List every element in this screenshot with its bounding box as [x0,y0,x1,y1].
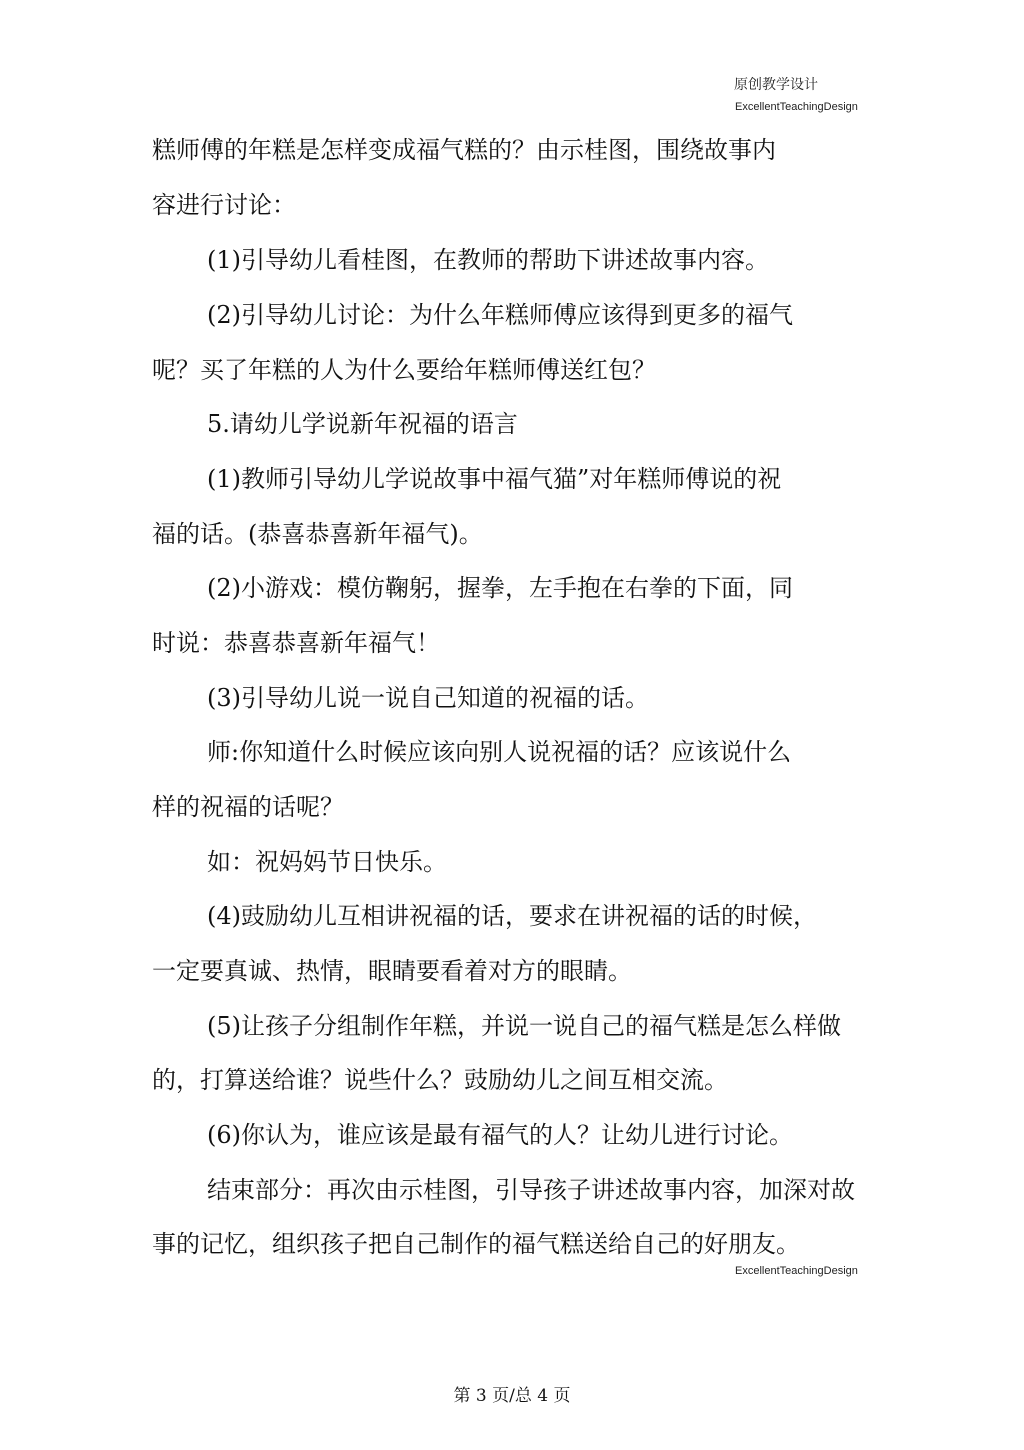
body-line: 样的祝福的话呢？ [152,793,344,821]
body-line: (4)豉励幼儿互相讲祝福的话，要求在讲祝福的话的时候， [207,902,817,930]
body-line: 师:你知道什么时候应该向别人说祝福的话？应该说什么 [207,738,792,766]
body-line: 结束部分：再次由示桂图，引导孩子讲述故事内容，加深对故 [207,1176,855,1204]
body-line: 一定要真诚、热情，眼睛要看着对方的眼睛。 [152,957,632,985]
body-line: 糕师傅的年糕是怎样变成福气糕的？由示桂图，围绕故事内 [152,136,776,164]
body-line: (1)引导幼儿看桂图，在教师的帮助下讲述故事内容。 [207,246,769,274]
body-line: 福的话。(恭喜恭喜新年福气)。 [152,520,483,548]
body-line: (3)引导幼儿说一说自己知道的祝福的话。 [207,684,649,712]
body-line: 5.请幼儿学说新年祝福的语言 [207,410,518,438]
header-title-cn: 原创教学设计 [734,77,818,93]
header-title-en: ExcellentTeachingDesign [735,101,858,113]
body-line: (1)教师引导幼儿学说故事中福气猫”对年糕师傅说的祝 [207,465,782,493]
page-number: 第 3 页/总 4 页 [453,1386,571,1406]
body-line: (6)你认为，谁应该是最有福气的人？让幼儿进行讨论。 [207,1121,793,1149]
footer-title-en: ExcellentTeachingDesign [735,1265,858,1277]
body-line: 容进行讨论： [152,191,296,219]
body-line: 事的记忆，组织孩子把自己制作的福气糕送给自己的好朋友。 [152,1230,800,1258]
body-line: (2)小游戏：模仿鞠躬，握拳，左手抱在右拳的下面，同 [207,574,793,602]
body-line: 呢？买了年糕的人为什么要给年糕师傅送红包？ [152,356,656,384]
body-line: (2)引导幼儿讨论：为什么年糕师傅应该得到更多的福气 [207,301,793,329]
body-line: 时说：恭喜恭喜新年福气！ [152,629,440,657]
body-line: 如：祝妈妈节日快乐。 [207,848,447,876]
body-line: (5)让孩子分组制作年糕，并说一说自己的福气糕是怎么样做 [207,1012,841,1040]
body-line: 的，打算送给谁？说些什么？豉励幼儿之间互相交流。 [152,1066,728,1094]
